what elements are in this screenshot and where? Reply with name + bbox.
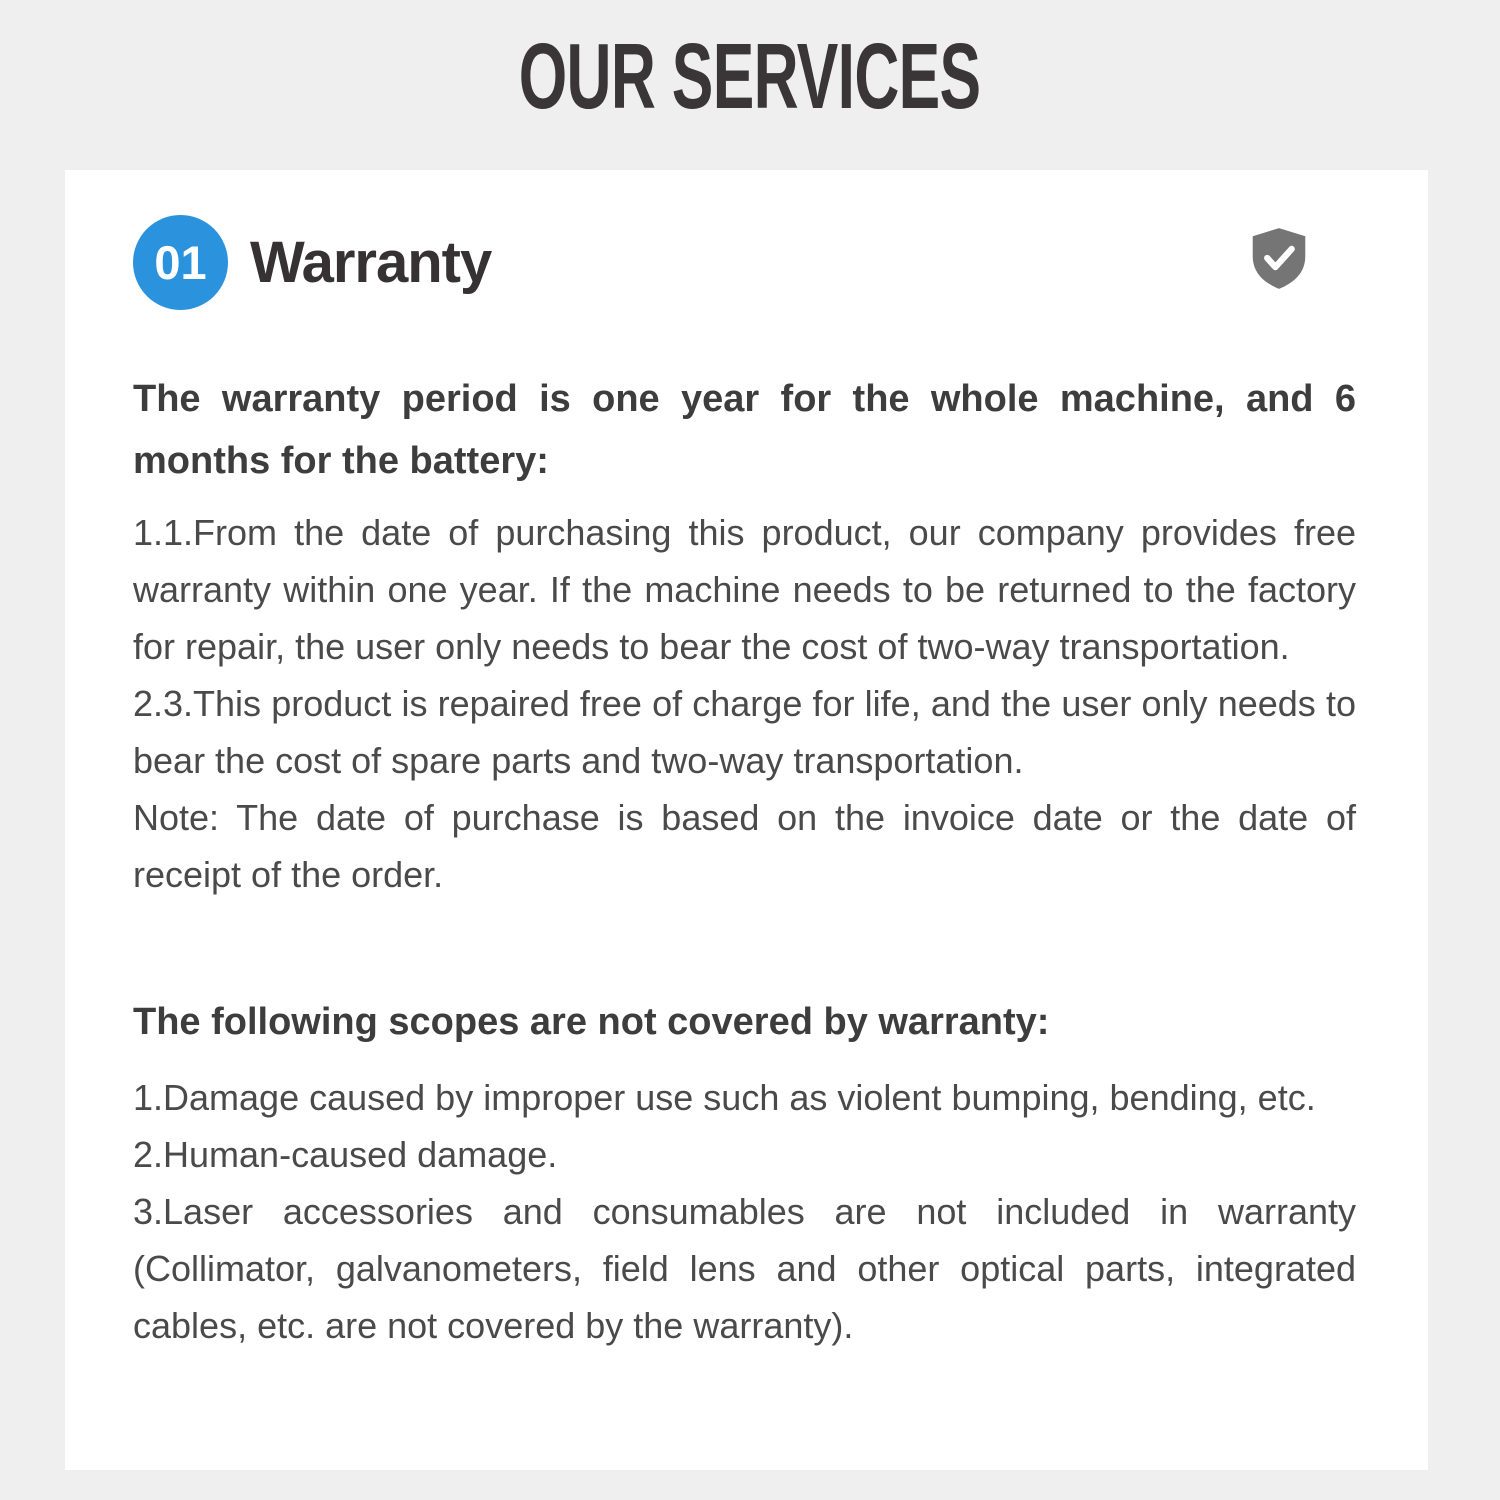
exclusion-list — [133, 1069, 1356, 1354]
section-number-badge — [133, 215, 228, 310]
warranty-card — [65, 170, 1428, 1470]
section-title: Warranty — [250, 230, 492, 295]
warranty-clause-2: 2.3.This product is repaired free of charge for life, and the user only needs to bear the cost of spare parts and two-way transportation. — [133, 683, 1356, 781]
warranty-period-heading: The warranty period is one year for the whole machine, and 6 months for the battery: — [133, 378, 1356, 482]
exclusions-heading: The following scopes are not covered by warranty: — [133, 1001, 1050, 1043]
warranty-clause-1: 1.1.From the date of purchasing this product, our company provides free warranty within one year. If the machine needs to be returned to the factory for repair, the user only needs to bear the cost of two-way transportation. — [133, 512, 1356, 667]
exclusion-item-2: 2.Human-caused damage. — [133, 1134, 558, 1175]
section-number: 01 — [154, 236, 207, 289]
page-header — [0, 0, 1500, 142]
warranty-clauses — [133, 504, 1356, 903]
card-header — [133, 215, 1356, 310]
page-title: OUR SERVICES — [519, 24, 981, 128]
shield-check-icon — [1250, 226, 1308, 290]
card-content — [133, 368, 1356, 1354]
exclusion-item-1: 1.Damage caused by improper use such as violent bumping, bending, etc. — [133, 1077, 1316, 1118]
warranty-clause-note: Note: The date of purchase is based on the invoice date or the date of receipt of the order. — [133, 797, 1356, 895]
exclusion-item-3: 3.Laser accessories and consumables are not included in warranty (Collimator, galvanometers, field lens and other optical parts, integrated cables, etc. are not covered by the warranty). — [133, 1191, 1356, 1346]
